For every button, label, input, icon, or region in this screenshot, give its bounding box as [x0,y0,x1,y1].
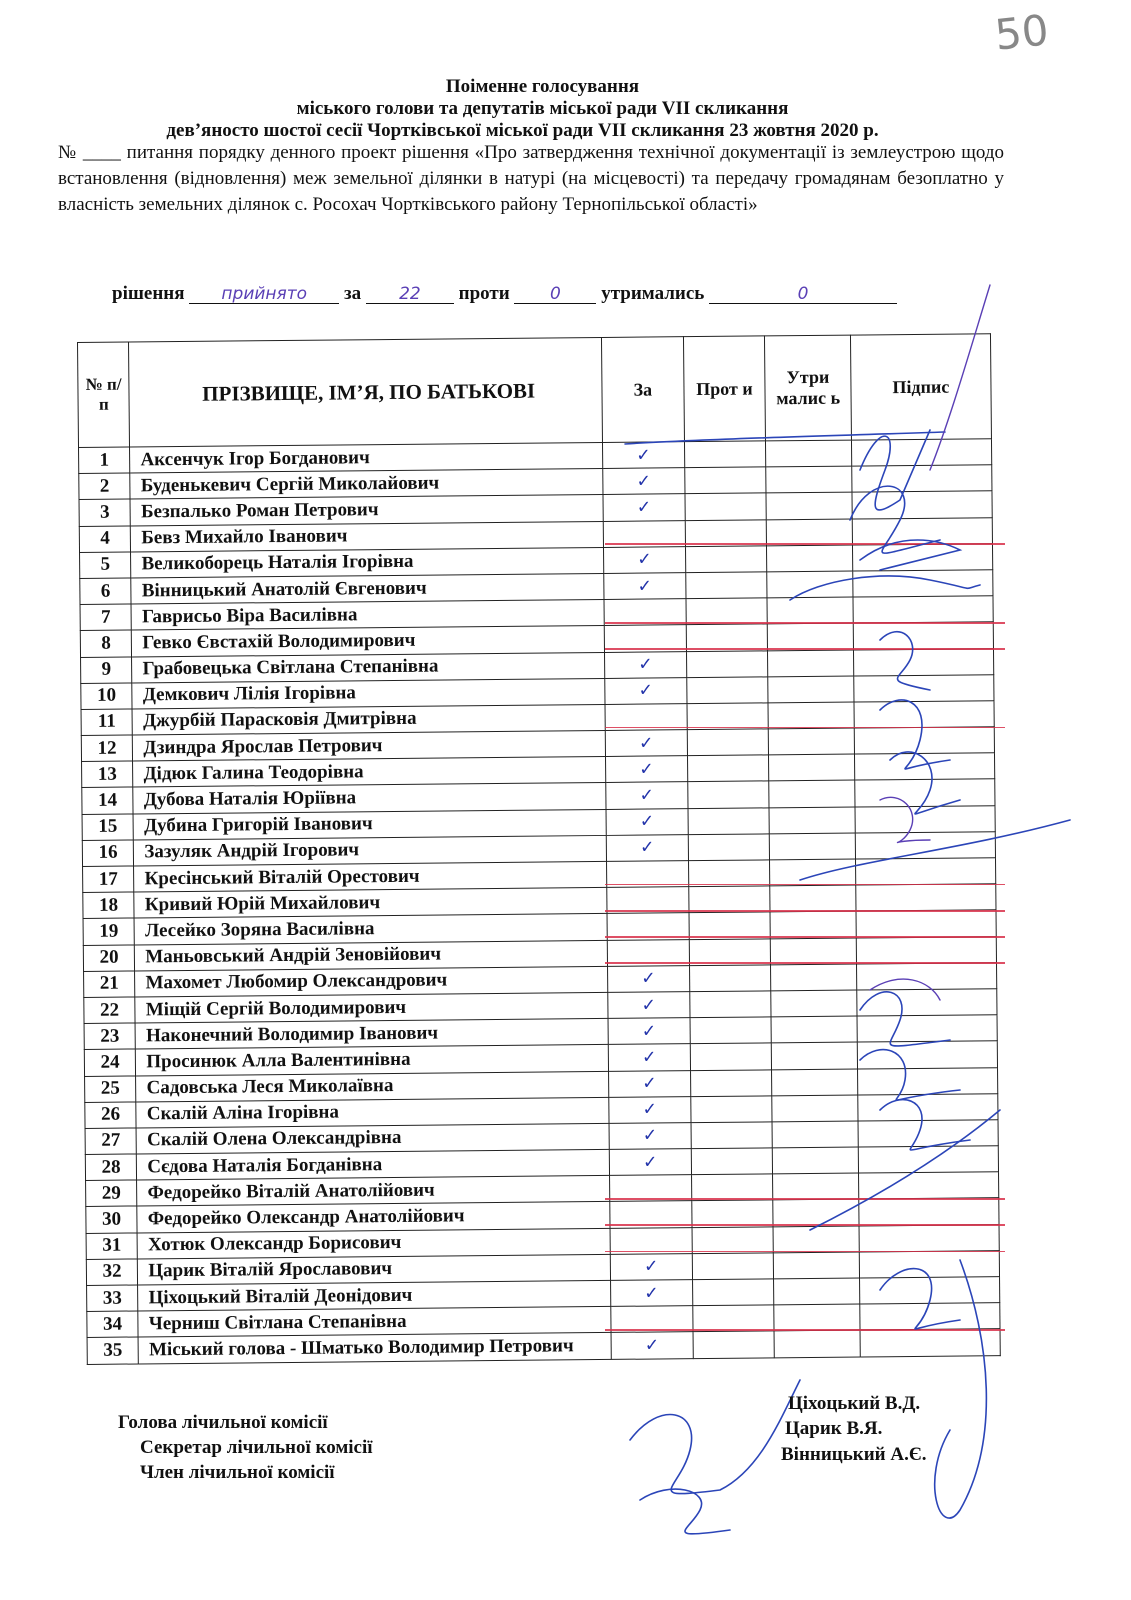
row-signature [854,753,994,781]
row-for-mark: ✓ [603,494,685,521]
session-line: дев’яносто шостої сесії Чортківської міської ради VІІ скликання 23 жовтня 2020 р. [166,120,879,141]
row-abstain-mark [767,545,853,572]
row-name: Вінницький Анатолій Євгенович [131,573,604,604]
row-against-mark [688,808,770,835]
row-abstain-mark [773,1199,859,1226]
strike-line [605,622,1005,624]
row-signature [851,439,991,467]
row-for-mark: ✓ [604,651,686,678]
row-against-mark [690,1043,772,1070]
row-number: 23 [84,1023,136,1050]
row-signature [858,1093,998,1121]
row-for-mark: ✓ [609,1123,691,1150]
strike-line [605,962,1005,964]
row-abstain-mark [772,1121,858,1148]
row-name: Грабовецька Світлана Степанівна [132,652,605,683]
row-abstain-mark [774,1330,860,1357]
header-num: № п/п [78,342,130,447]
row-name: Ціхоцький Віталій Деонідович [138,1280,611,1311]
row-against-mark [689,938,771,965]
row-abstain-mark [768,650,854,677]
row-name: Зазуляк Андрій Ігорович [134,835,607,866]
row-number: 14 [82,787,134,814]
row-number: 3 [79,499,131,526]
row-number: 17 [83,866,135,893]
row-signature [857,989,997,1017]
row-name: Махомет Любомир Олександрович [135,966,608,997]
row-against-mark [689,912,771,939]
row-number: 9 [81,656,133,683]
row-abstain-mark [772,1042,858,1069]
commission-chair-label: Голова лічильної комісії [118,1412,328,1433]
row-abstain-mark [770,885,856,912]
row-against-mark [685,493,767,520]
strike-line [605,727,1005,729]
row-abstain-mark [773,1173,859,1200]
row-abstain-mark [766,440,852,467]
strike-line [605,648,1005,650]
row-for-mark: ✓ [603,468,685,495]
row-for-mark: ✓ [602,442,684,469]
row-name: Федорейко Віталій Анатолійович [137,1176,610,1207]
row-name: Наконечний Володимир Іванович [135,1019,608,1050]
decision-line [112,283,992,305]
row-for-mark: ✓ [606,756,688,783]
row-abstain-mark [769,780,855,807]
row-abstain-mark [769,807,855,834]
row-name: Сєдова Наталія Богданівна [137,1149,610,1180]
against-count: 0 [514,285,596,304]
page-number: 50 [992,5,1051,60]
row-for-mark: ✓ [611,1332,693,1359]
strike-line [605,910,1005,912]
strike-line [605,936,1005,938]
row-for-mark: ✓ [606,782,688,809]
row-number: 25 [85,1075,137,1102]
row-against-mark [689,965,771,992]
row-name: Скалій Олена Олександрівна [136,1123,609,1154]
row-signature [852,465,992,493]
row-number: 31 [86,1233,138,1260]
row-against-mark [684,467,766,494]
row-signature [858,1146,998,1174]
row-against-mark [688,834,770,861]
row-name: Дубина Григорій Іванович [133,809,606,840]
row-name: Дідюк Галина Теодорівна [133,757,606,788]
row-for-mark: ✓ [611,1280,693,1307]
row-signature [852,517,992,545]
row-signature [854,674,994,702]
row-number: 19 [83,918,135,945]
row-abstain-mark [771,964,857,991]
row-signature [853,622,993,650]
decision-label: рішення [112,283,185,304]
row-abstain-mark [767,571,853,598]
row-signature [856,910,996,938]
row-for-mark: ✓ [609,1149,691,1176]
row-number: 5 [80,552,132,579]
row-for-mark: ✓ [605,730,687,757]
commission-member-name: Вінницький А.Є. [781,1444,927,1465]
row-signature [854,701,994,729]
commission-chair-name: Ціхоцький В.Д. [788,1393,921,1414]
row-for-mark: ✓ [608,1018,690,1045]
against-label: проти [458,283,510,304]
row-signature [859,1198,999,1226]
row-abstain-mark [773,1147,859,1174]
row-abstain-mark [771,990,857,1017]
row-abstain-mark [768,676,854,703]
row-against-mark [686,677,768,704]
document-subtitle: міського голови та депутатів міської ради VІІ скликання [296,98,789,119]
row-abstain-mark [774,1304,860,1331]
row-signature [860,1303,1000,1331]
strike-line [605,543,1005,545]
row-name: Гевко Євстахій Володимирович [132,626,605,657]
row-signature [856,884,996,912]
commission-secretary-name: Царик В.Я. [785,1418,883,1439]
row-name: Міщій Сергій Володимирович [135,992,608,1023]
row-against-mark [686,624,768,651]
row-name: Бевз Михайло Іванович [131,521,604,552]
row-abstain-mark [768,702,854,729]
row-signature [856,936,996,964]
row-signature [855,832,995,860]
agenda-question: № ____ питання порядку денного проект рішення «Про затвердження технічної документації із землеустрою щодо встановлення (відновлення) меж земельної ділянки в натурі (на місцевості) та передачу громадянам безоплатно у власність земельних ділянок с. Росохач Чортківського району Тернопільської області» [58,142,1004,215]
row-signature [860,1329,1000,1357]
row-abstain-mark [771,1016,857,1043]
row-for-mark: ✓ [606,834,688,861]
roll-call-table [77,333,1001,1364]
row-number: 10 [81,683,133,710]
row-against-mark [688,886,770,913]
row-signature [853,596,993,624]
row-against-mark [692,1279,774,1306]
table-header-row [78,334,992,448]
row-signature [852,491,992,519]
for-count: 22 [366,285,454,304]
row-number: 35 [87,1337,139,1364]
row-signature [857,1015,997,1043]
row-number: 21 [84,971,136,998]
row-against-mark [688,860,770,887]
row-for-mark: ✓ [605,677,687,704]
header-name: ПРІЗВИЩЕ, ІМ’Я, ПО БАТЬКОВІ [129,337,603,447]
row-abstain-mark [770,833,856,860]
row-name: Хотюк Олександр Борисович [137,1228,610,1259]
row-number: 13 [82,761,134,788]
row-against-mark [685,519,767,546]
row-number: 1 [79,447,131,474]
row-against-mark [691,1148,773,1175]
row-name: Великоборець Наталія Ігорівна [131,547,604,578]
header-for: За [601,337,684,443]
row-name: Дубова Наталія Юріївна [133,783,606,814]
signature-mark [640,1489,730,1534]
row-name: Буденькевич Сергій Миколайович [130,469,603,500]
row-against-mark [690,1017,772,1044]
header-against: Прот и [683,336,766,442]
row-against-mark [690,1069,772,1096]
row-signature [859,1277,999,1305]
row-against-mark [685,572,767,599]
row-against-mark [690,1096,772,1123]
row-signature [859,1251,999,1279]
signature-mark [630,1380,800,1494]
row-abstain-mark [766,519,852,546]
row-against-mark [687,781,769,808]
row-against-mark [687,755,769,782]
row-name: Кривий Юрій Михайлович [134,888,607,919]
row-abstain-mark [774,1252,860,1279]
row-name: Черниш Світлана Степанівна [138,1307,611,1338]
row-against-mark [691,1174,773,1201]
row-name: Садовська Леся Миколаївна [136,1071,609,1102]
decision-value: прийнято [189,285,339,304]
row-against-mark [684,441,766,468]
strike-line [605,1251,1005,1253]
row-name: Лесейко Зоряна Василівна [134,914,607,945]
row-name: Джурбій Парасковія Дмитрівна [132,704,605,735]
row-name: Царик Віталій Ярославович [138,1254,611,1285]
row-abstain-mark [771,938,857,965]
abstain-label: утримались [601,283,705,304]
row-name: Просинюк Алла Валентинівна [136,1045,609,1076]
row-against-mark [691,1122,773,1149]
row-against-mark [692,1253,774,1280]
row-against-mark [687,729,769,756]
row-number: 27 [85,1128,137,1155]
row-number: 15 [82,814,134,841]
row-for-mark: ✓ [608,965,690,992]
row-against-mark [689,991,771,1018]
row-name: Кресінський Віталій Орестович [134,861,607,892]
row-abstain-mark [770,911,856,938]
row-against-mark [685,546,767,573]
row-abstain-mark [767,623,853,650]
for-label: за [344,283,362,304]
row-number: 2 [79,473,131,500]
row-signature [857,1041,997,1069]
row-signature [857,1067,997,1095]
row-abstain-mark [766,492,852,519]
strike-line [605,1224,1005,1226]
row-against-mark [692,1305,774,1332]
row-number: 18 [83,892,135,919]
strike-line [605,884,1005,886]
row-for-mark: ✓ [604,573,686,600]
row-name: Маньовський Андрій Зеновійович [135,940,608,971]
commission-secretary-label: Секретар лічильної комісії [140,1437,373,1458]
row-number: 12 [81,735,133,762]
row-number: 8 [80,630,132,657]
row-abstain-mark [772,1069,858,1096]
row-for-mark: ✓ [608,992,690,1019]
row-for-mark: ✓ [608,1044,690,1071]
row-against-mark [686,598,768,625]
row-number: 28 [85,1154,137,1181]
abstain-count: 0 [709,285,897,304]
strike-line [605,1329,1005,1331]
row-against-mark [693,1331,775,1358]
row-abstain-mark [766,466,852,493]
row-abstain-mark [774,1278,860,1305]
row-for-mark: ✓ [610,1253,692,1280]
row-signature [853,570,993,598]
commission-member-label: Член лічильної комісії [140,1462,335,1483]
row-number: 22 [84,997,136,1024]
row-number: 33 [87,1285,139,1312]
row-signature [854,727,994,755]
row-number: 16 [82,840,134,867]
strike-line [605,1198,1005,1200]
row-name: Федорейко Олександр Анатолійович [137,1202,610,1233]
row-against-mark [692,1226,774,1253]
row-name: Міський голова - Шматько Володимир Петрович [138,1333,611,1364]
row-number: 26 [85,1102,137,1129]
row-number: 6 [80,578,132,605]
row-signature [858,1120,998,1148]
row-abstain-mark [769,754,855,781]
row-signature [852,543,992,571]
document-title: Поіменне голосування [445,76,640,97]
row-signature [855,858,995,886]
row-against-mark [687,703,769,730]
row-number: 29 [86,1180,138,1207]
row-name: Гаврисьо Віра Василівна [131,600,604,631]
row-against-mark [686,650,768,677]
row-name: Скалій Аліна Ігорівна [136,1097,609,1128]
row-signature [855,779,995,807]
row-number: 11 [81,709,133,736]
row-number: 32 [86,1259,138,1286]
row-abstain-mark [772,1095,858,1122]
row-number: 34 [87,1311,139,1338]
row-name: Дзиндра Ярослав Петрович [133,731,606,762]
row-name: Аксенчук Ігор Богданович [130,442,603,473]
row-number: 7 [80,604,132,631]
row-number: 30 [86,1206,138,1233]
row-for-mark: ✓ [603,546,685,573]
row-name: Демкович Лілія Ігорівна [132,678,605,709]
header-abstain: Утри малис ь [765,335,852,441]
row-abstain-mark [773,1226,859,1253]
row-abstain-mark [768,728,854,755]
row-number: 4 [79,526,131,553]
row-signature [856,962,996,990]
row-name: Безпалько Роман Петрович [130,495,603,526]
header-signature: Підпис [850,334,991,440]
row-abstain-mark [767,597,853,624]
row-against-mark [691,1200,773,1227]
row-signature [858,1172,998,1200]
row-for-mark: ✓ [606,808,688,835]
row-for-mark: ✓ [609,1096,691,1123]
row-number: 24 [84,1049,136,1076]
row-for-mark: ✓ [609,1070,691,1097]
row-number: 20 [83,945,135,972]
row-abstain-mark [770,859,856,886]
row-signature [853,648,993,676]
row-signature [859,1224,999,1252]
row-signature [855,805,995,833]
